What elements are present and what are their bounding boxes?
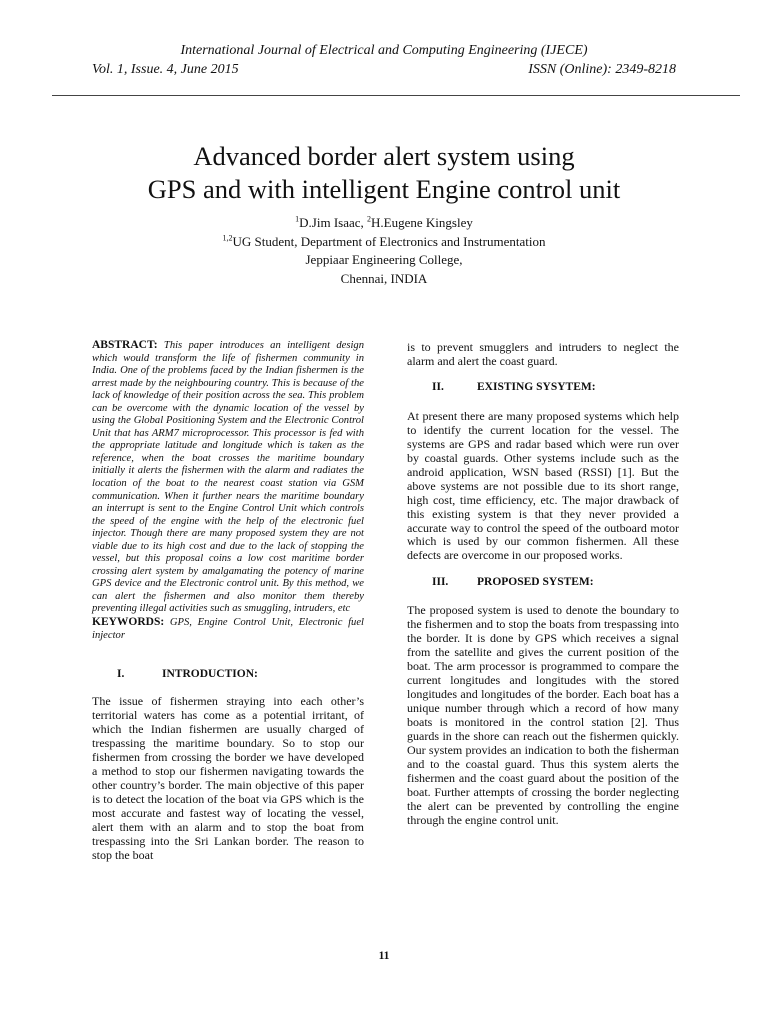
author-1: D.Jim Isaac, — [299, 215, 368, 230]
keywords-text: GPS, Engine Control Unit, Electronic fuel injector — [92, 617, 364, 642]
section-title: PROPOSED SYSTEM: — [477, 576, 594, 589]
paper-title — [0, 140, 768, 206]
introduction-text: The issue of fishermen straying into each other’s territorial waters has come as a potential irritant, of which the Indian fishermen are usually charged of trespassing the maritime boundary. So to stop our fishermen from crossing the border we have developed a method to stop our fishermen navigating towards the other country’s border. The main objective of this paper is to detect the location of the boat via GPS which is the most accurate and fastest way of locating the vessel, alert them with an alarm and to stop the boat from trespassing into the Sri Lankan border. The reason to stop the boat — [92, 694, 364, 862]
right-column — [407, 341, 679, 828]
affiliation-text: UG Student, Department of Electronics and Instrumentation — [232, 233, 546, 249]
author-names — [0, 214, 768, 233]
page-number: 11 — [378, 950, 390, 962]
section-heading-proposed — [407, 576, 679, 592]
abstract-text: This paper introduces an intelligent design which would transform the life of fishermen community in India. One of the problems faced by the Indian fishermen is the arrest made by the neighbouring country. This is because of the lack of knowledge of their position across the sea. This problem can be overcome with the dynamic location of the vessel by using the Global Positioning System and the Electronic Control Unit that has ARM7 microprocessor. This processor is fed with the appropriate latitude and longitude which is taken as the reference, when the boat crosses the maritime boundary initially it alerts the fishermen with the alarm and radiates the location of the boat to the nearest coast station via GSM communication. When it further nears the maritime boundary an interrupt is sent to the Engine Control Unit which controls the speed of the engine with the help of the electronic fuel injector. Though there are many proposed system they are not viable due to its high cost and due to the lack of stopping the vessel, but this proposal coins a low cost maritime border crossing alert system by amalgamating the potency of marine GPS device and the Electronic control unit. By this method, we can alert the fishermen and also monitor them thereby preventing illegal activities such as smuggling, intruders, etc — [92, 340, 364, 615]
title-line-1: Advanced border alert system using — [193, 141, 575, 171]
issue-line — [92, 62, 676, 78]
section-title: INTRODUCTION: — [162, 668, 258, 681]
affiliation-sup: 1,2 — [222, 233, 233, 243]
section-number: III. — [432, 576, 449, 589]
author-sup-2: 2 — [367, 214, 372, 224]
author-city: Chennai, INDIA — [340, 270, 428, 286]
introduction-continued: is to prevent smugglers and intruders to neglect the alarm and alert the coast guard. — [407, 340, 679, 368]
left-column — [92, 339, 364, 862]
abstract — [92, 339, 364, 616]
author-affiliation — [0, 233, 768, 252]
author-sup-1: 1 — [295, 214, 300, 224]
section-heading-existing — [407, 381, 679, 397]
author-college: Jeppiaar Engineering College, — [305, 252, 463, 267]
author-2: H.Eugene Kingsley — [371, 215, 473, 230]
title-line-2: GPS and with intelligent Engine control unit — [147, 174, 621, 204]
section-title: EXISTING SYSYTEM: — [477, 380, 596, 393]
abstract-label: ABSTRACT: — [92, 339, 158, 351]
volume-issue: Vol. 1, Issue. 4, June 2015 — [92, 62, 239, 77]
header-divider — [52, 95, 740, 96]
issn: ISSN (Online): 2349-8218 — [528, 62, 676, 77]
existing-system-text: At present there are many proposed systems which help to identify the current location for the vessel. The systems are GPS and radar based which were run over by coastal guards. Other systems include such as the android application, WSN based (RSSI) [1]. But the above systems are not possible due to its short range, high cost, time efficiency, etc. The major drawback of this existing system is that they never provided a accurate way to control the speed of the outboard motor which is used by our common fishermen. All these defects are overcome in our proposed works. — [407, 408, 679, 563]
keywords — [92, 616, 364, 642]
section-number: I. — [117, 668, 125, 681]
section-heading-introduction — [92, 668, 364, 684]
keywords-label: KEYWORDS: — [92, 616, 165, 629]
author-block — [0, 214, 768, 288]
section-number: II. — [432, 380, 444, 393]
proposed-system-text: The proposed system is used to denote the boundary to the fishermen and to stop the boats from trespassing into the border. It is done by GPS which receives a signal from the satellite and gives the current position of the boat. The arm processor is programmed to compare the current longitudes and longitudes with the stored longitudes and longitudes of the border. Each boat has a unique number through which a record of how many boats is monitored in the control station [2]. Thus guards in the shore can reach out the fishermen quickly. Our system provides an indication to both the fisherman and to the coastal guard. Thus this system alerts the fishermen and the coast guard about the position of the boat. Further attempts of crossing the border neglecting the alert can be prevented by controlling the engine through the engine control unit. — [407, 603, 679, 827]
journal-title: International Journal of Electrical and Computing Engineering (IJECE) — [180, 43, 588, 58]
